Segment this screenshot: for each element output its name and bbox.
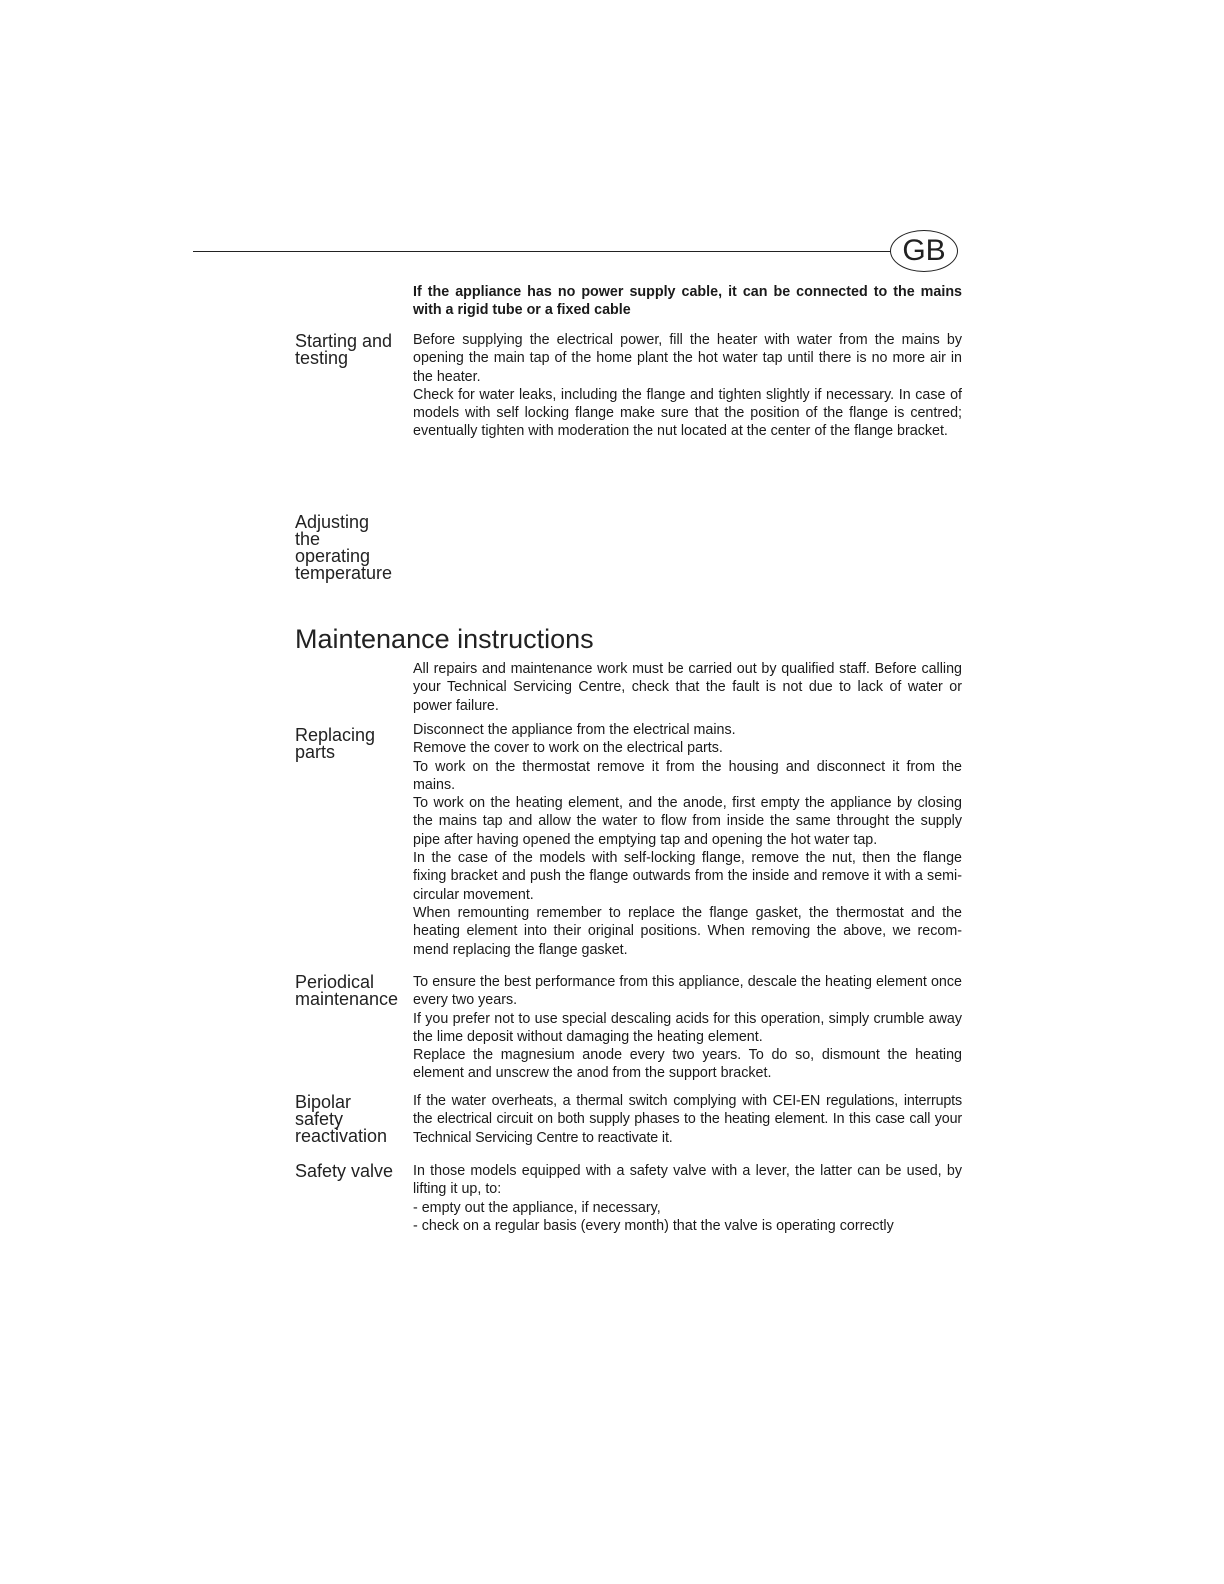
section-label-bipolar-safety: Bipolar safety reactivation — [295, 1092, 388, 1146]
section-label-periodical-maintenance: Periodical maintenance — [295, 972, 399, 1009]
paragraph: To work on the thermostat remove it from the housing and disconnect it from the mains. — [413, 758, 962, 793]
maintenance-intro-text — [413, 660, 962, 715]
paragraph: Remove the cover to work on the electrical parts. — [413, 740, 723, 757]
section-label-safety-valve: Safety valve — [295, 1161, 394, 1181]
language-badge: GB — [890, 230, 958, 272]
paragraph: In the case of the models with self-locking flange, remove the nut, then the flange fixing bracket and push the flange outwards from the inside and remove it with a semi-circular movement. — [413, 850, 962, 903]
paragraph: - empty out the appliance, if necessary, — [413, 1199, 661, 1216]
header-rule — [193, 251, 891, 252]
section-label-starting-testing: Starting and testing — [295, 331, 393, 368]
replacing-parts-text — [413, 721, 962, 959]
paragraph: To ensure the best performance from this appliance, descale the heating element once every two years. — [413, 974, 962, 1009]
paragraph: Check for water leaks, including the flange and tighten slightly if necessary. In case of models with self locking flange make sure that the position of the flange is centred; eventually tighten with moderation the nut located at the center of the flange bracket. — [413, 386, 962, 440]
power-cable-note: If the appliance has no power supply cable, it can be connected to the mains with a rigid tube or a fixed cable — [413, 284, 962, 319]
paragraph: When remounting remember to replace the flange gasket, the thermostat and the heating element into their original positions. When removing the above, we recom-mend replacing the flange gasket. — [413, 904, 962, 958]
starting-testing-text — [413, 331, 962, 441]
paragraph: If you prefer not to use special descaling acids for this operation, simply crumble away the lime deposit without damaging the heating element. — [413, 1010, 962, 1045]
paragraph: In those models equipped with a safety valve with a lever, the latter can be used, by lifting it up, to: — [413, 1163, 962, 1198]
periodical-maintenance-text — [413, 973, 962, 1083]
paragraph: Before supplying the electrical power, fill the heater with water from the mains by opening the main tap of the home plant the hot water tap until there is no more air in the heater. — [413, 332, 962, 385]
paragraph: Disconnect the appliance from the electrical mains. — [413, 722, 736, 738]
bipolar-safety-text — [413, 1092, 962, 1147]
paragraph: - check on a regular basis (every month) that the valve is operating correctly — [413, 1217, 894, 1234]
paragraph: To work on the heating element, and the anode, first empty the appliance by closing the mains tap and allow the water to flow from inside the same throught the supply pipe after having opened the emptying tap and opening the hot water tap. — [413, 795, 962, 848]
section-label-replacing-parts: Replacing parts — [295, 725, 376, 762]
maintenance-heading: Maintenance instructions — [295, 624, 594, 654]
paragraph: All repairs and maintenance work must be carried out by qualified staff. Before calling your Technical Servicing Centre, check that the fault is not due to lack of water or power failure. — [413, 661, 962, 714]
section-label-adjusting-temperature: Adjusting the operating temperature — [295, 512, 393, 583]
paragraph: Replace the magnesium anode every two years. To do so, dismount the heating element and unscrew the anod from the support bracket. — [413, 1047, 962, 1082]
safety-valve-text — [413, 1162, 962, 1235]
paragraph: If the water overheats, a thermal switch complying with CEI-EN regulations, interrupts the electrical circuit on both supply phases to the heating element. In this case call your Technical Servicing Centre to reactivate it. — [413, 1093, 962, 1146]
